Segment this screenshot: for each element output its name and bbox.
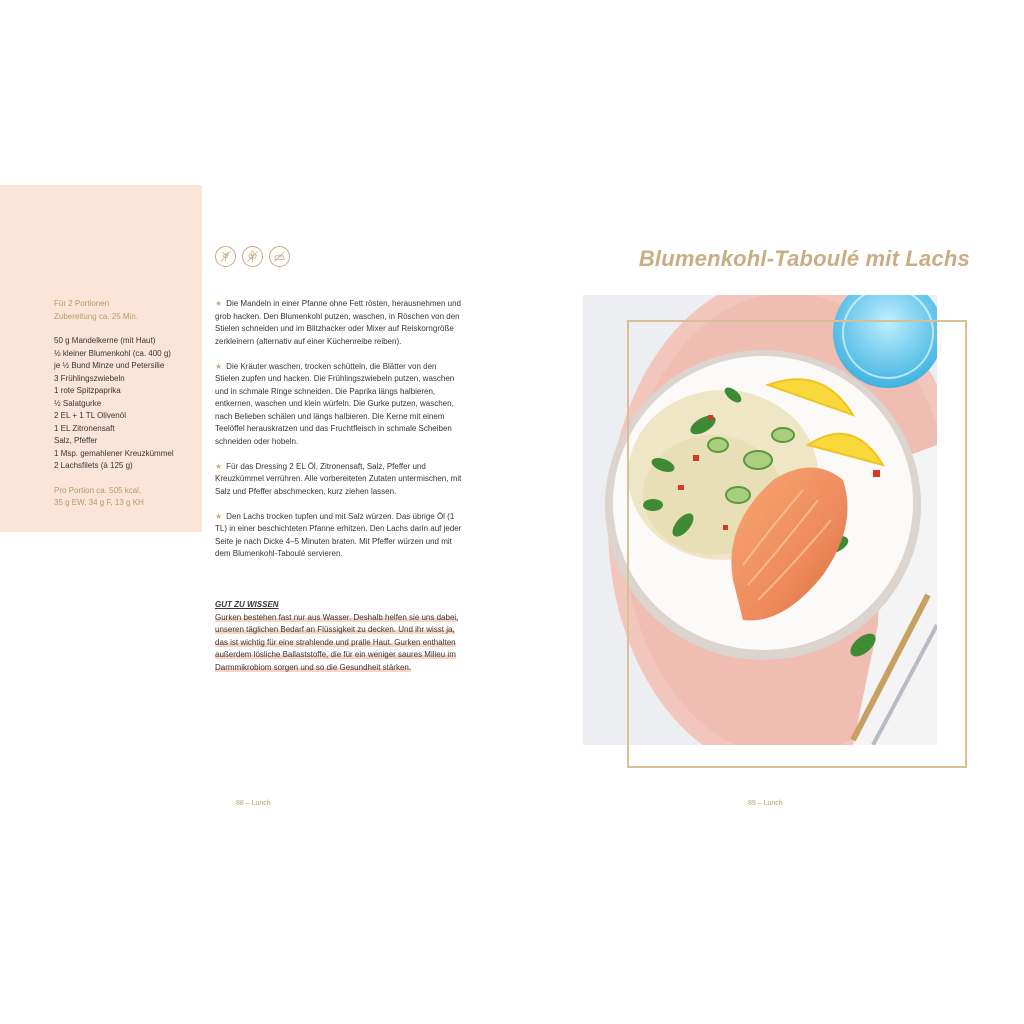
ingredient-list (54, 335, 199, 473)
star-bullet-icon: ★ (215, 361, 223, 371)
wheat-free-icon (242, 246, 263, 267)
diet-icons (215, 246, 290, 267)
step-paragraph (215, 298, 463, 348)
step-text: Den Lachs trocken tupfen und mit Salz würzen. Das übrige Öl (1 TL) in einer beschichteten Pfanne erhitzen. Den Lachs darin auf jeder Seite je nach Dicke 4–5 Minuten braten. Mit Pfeffer würzen und mit dem Blumenkohl-Taboulé servieren. (215, 511, 462, 558)
step-text: Für das Dressing 2 EL Öl, Zitronensaft, Salz, Pfeffer und Kreuzkümmel verrühren. Alle vorbereiteten Zutaten untermischen, mit Salz und Pfeffer abschmecken, kurz ziehen lassen. (215, 461, 462, 496)
ingredient-item: 2 EL + 1 TL Olivenöl (54, 411, 126, 420)
step-paragraph (215, 361, 463, 449)
ingredient-item: 2 Lachsfilets (à 125 g) (54, 461, 133, 470)
star-bullet-icon: ★ (215, 511, 223, 521)
recipe-title: Blumenkohl-Taboulé mit Lachs (638, 246, 970, 271)
star-bullet-icon: ★ (215, 299, 223, 308)
preparation-steps (215, 298, 463, 573)
step-paragraph (215, 511, 463, 561)
dish-photo (583, 295, 937, 745)
ingredient-item: Salz, Pfeffer (54, 436, 98, 445)
no-bread-icon (269, 246, 290, 267)
page-number-left: 88 – Lunch (236, 800, 271, 807)
ingredient-item: 3 Frühlingszwiebeln (54, 373, 125, 383)
step-text: Die Kräuter waschen, trocken schütteln, die Blätter von den Stielen zupfen und hacken. Die Frühlingszwiebeln putzen, waschen und in schmale Ringe schneiden. Die Paprika längs halbieren, entkernen, waschen und klein würfeln. Die Gurke putzen, waschen, nach Belieben schälen und längs halbieren. Die Kerne mit einem Teelöffel herauskratzen und das Fruchtfleisch in schmale Scheiben schneiden oder hobeln. (215, 361, 455, 446)
recipe-meta (54, 298, 199, 323)
portions-text: Für 2 Portionen (54, 299, 110, 308)
tip-text: Gurken bestehen fast nur aus Wasser. Deshalb helfen sie uns dabei, unseren täglichen Bedarf an Flüssigkeit zu decken. Und ihr wisst ja, das ist wichtig für eine strahlende und pralle Haut. Gurken enthalten außerdem lösliche Ballaststoffe, die für ein weniger saures Milieu im Darmmikrobiom sorgen und so die Gesundheit stärken. (215, 612, 459, 672)
page-number-right: 89 – Lunch (748, 800, 783, 807)
ingredient-item: ½ kleiner Blumenkohl (ca. 400 g) (54, 348, 171, 358)
tip-body (215, 612, 463, 675)
good-to-know-box (215, 599, 463, 674)
prep-time-text: Zubereitung ca. 25 Min. (54, 311, 139, 321)
gluten-free-icon (215, 246, 236, 267)
nutrition-info (54, 485, 199, 510)
ingredient-item: ½ Salatgurke (54, 398, 102, 408)
ingredient-item: 50 g Mandelkerne (mit Haut) (54, 336, 156, 345)
ingredient-item: 1 Msp. gemahlener Kreuzkümmel (54, 448, 174, 458)
nutrition-line: 35 g EW, 34 g F, 13 g KH (54, 498, 144, 507)
ingredient-item: 1 rote Spitzpaprika (54, 386, 121, 395)
ingredient-item: 1 EL Zitronensaft (54, 423, 115, 433)
star-bullet-icon: ★ (215, 461, 223, 471)
step-text: Die Mandeln in einer Pfanne ohne Fett rösten, herausnehmen und grob hacken. Den Blumenkohl putzen, waschen, in Röschen von den Stielen schneiden und im Blitzhacker oder Mixer auf Reiskorngröße zerkleinern (alternativ auf einer Küchenreibe reiben). (215, 299, 461, 346)
ingredient-item: je ½ Bund Minze und Petersilie (54, 361, 165, 370)
step-paragraph (215, 461, 463, 499)
tip-heading: GUT ZU WISSEN (215, 600, 279, 609)
ingredients-column (54, 298, 199, 510)
nutrition-line: Pro Portion ca. 505 kcal, (54, 485, 142, 495)
